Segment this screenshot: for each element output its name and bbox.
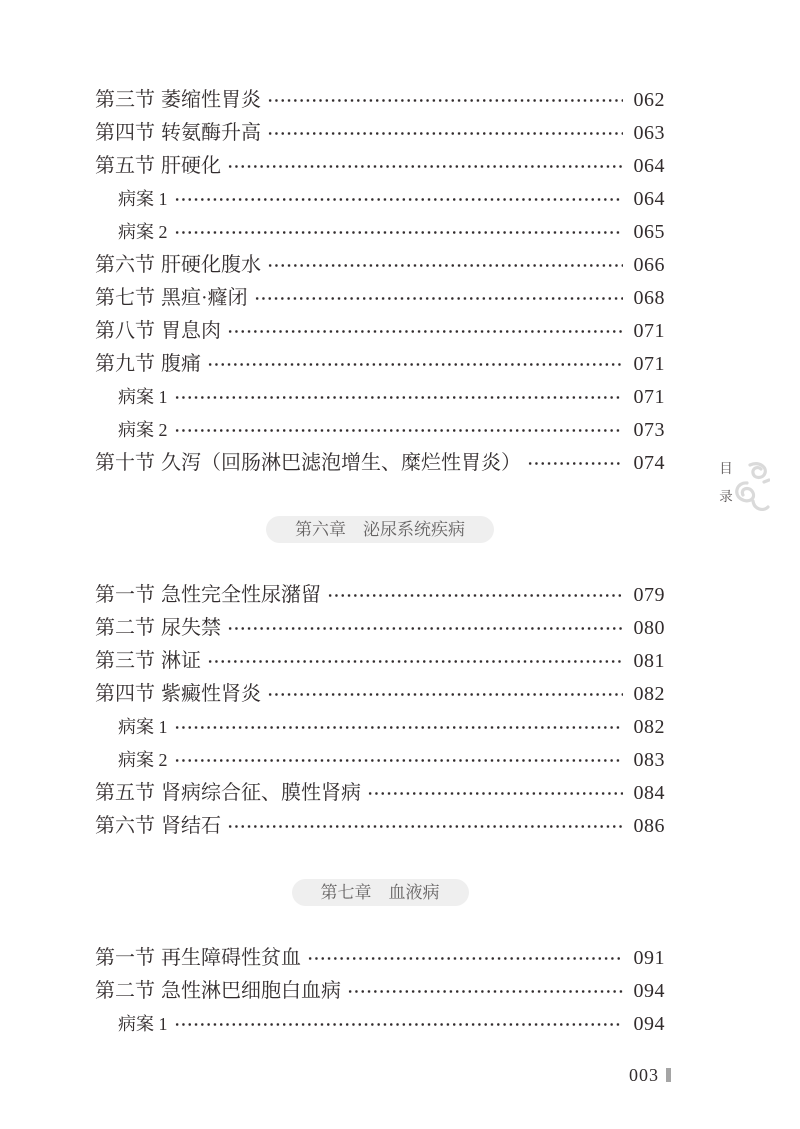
chapter-number: 第七章 <box>320 883 372 902</box>
toc-entry-page: 064 <box>633 188 665 210</box>
toc-entry-title: 尿失禁 <box>161 617 221 639</box>
dot-leader <box>174 196 624 203</box>
toc-entry <box>95 777 665 810</box>
toc-entry <box>95 348 665 381</box>
toc-entry-label: 病案 1 <box>118 387 168 407</box>
toc-entry-label: 第十节 <box>95 452 155 474</box>
toc-entry-page: 081 <box>633 650 665 672</box>
toc-entry-label: 病案 2 <box>118 222 168 242</box>
toc-entry-label: 第九节 <box>95 353 155 375</box>
toc-entry-title: 肾结石 <box>161 815 221 837</box>
toc-entry-group <box>95 579 665 843</box>
toc-entry-label: 病案 2 <box>118 420 168 440</box>
folio-bar <box>666 1068 671 1082</box>
toc-entry-page: 068 <box>633 287 665 309</box>
toc-entry-title: 急性完全性尿潴留 <box>161 584 321 606</box>
chapter-title: 血液病 <box>388 883 440 902</box>
margin-tab <box>716 458 774 518</box>
toc-entry <box>95 744 665 777</box>
toc-entry-title: 肝硬化腹水 <box>161 254 261 276</box>
toc-entry-page: 082 <box>633 683 665 705</box>
toc-entry <box>95 381 665 414</box>
toc-entry-label: 第三节 <box>95 89 155 111</box>
toc-entry-title: 转氨酶升高 <box>161 122 261 144</box>
toc-entry <box>95 942 665 975</box>
dot-leader <box>227 163 623 170</box>
toc-entry-label: 病案 2 <box>118 750 168 770</box>
dot-leader <box>174 724 624 731</box>
toc-entry-label: 第七节 <box>95 287 155 309</box>
toc-entry-group <box>95 84 665 480</box>
toc-entry-title: 胃息肉 <box>161 320 221 342</box>
page-footer <box>629 1066 671 1084</box>
toc-entry-page: 084 <box>633 782 665 804</box>
toc-entry-page: 065 <box>633 221 665 243</box>
dot-leader <box>267 691 623 698</box>
toc-entry-label: 第五节 <box>95 782 155 804</box>
toc-entry <box>95 645 665 678</box>
toc-entry <box>95 711 665 744</box>
toc-entry <box>95 315 665 348</box>
dot-leader <box>527 460 623 467</box>
dot-leader <box>227 625 623 632</box>
dot-leader <box>207 658 623 665</box>
toc-entry-label: 病案 1 <box>118 1014 168 1034</box>
chapter-heading <box>266 516 494 543</box>
toc-entry-page: 063 <box>633 122 665 144</box>
toc-entry <box>95 183 665 216</box>
toc-entry-label: 第五节 <box>95 155 155 177</box>
dot-leader <box>347 988 623 995</box>
toc-entry-label: 病案 1 <box>118 717 168 737</box>
toc-entry-page: 066 <box>633 254 665 276</box>
toc-entry <box>95 579 665 612</box>
toc-entry-title: 萎缩性胃炎 <box>161 89 261 111</box>
toc-entry-page: 083 <box>633 749 665 771</box>
toc-entry-page: 071 <box>633 386 665 408</box>
toc-entry-title: 淋证 <box>161 650 201 672</box>
chapter-heading-wrap <box>95 879 665 906</box>
dot-leader <box>227 823 623 830</box>
toc-entry-title: 腹痛 <box>161 353 201 375</box>
margin-tab-char: 目 <box>719 461 733 476</box>
toc-entry <box>95 810 665 843</box>
toc-entry-title: 黑疸·癃闭 <box>161 287 248 309</box>
toc-entry-title: 肾病综合征、膜性肾病 <box>161 782 361 804</box>
toc-entry-page: 071 <box>633 320 665 342</box>
toc-entry <box>95 414 665 447</box>
toc-entry-title: 急性淋巴细胞白血病 <box>161 980 341 1002</box>
toc-entry <box>95 282 665 315</box>
toc-entry-page: 091 <box>633 947 665 969</box>
toc-entry <box>95 612 665 645</box>
toc-entry-label: 第六节 <box>95 254 155 276</box>
chapter-heading-wrap <box>95 516 665 543</box>
dot-leader <box>267 97 623 104</box>
margin-tab-char: 录 <box>719 489 733 504</box>
chapter-title: 泌尿系统疾病 <box>363 520 465 539</box>
toc-entry <box>95 975 665 1008</box>
toc-entry-label: 第二节 <box>95 980 155 1002</box>
toc-entry <box>95 1008 665 1041</box>
toc-entry-page: 080 <box>633 617 665 639</box>
dot-leader <box>327 592 623 599</box>
chapter-heading <box>292 879 469 906</box>
toc-entry-group <box>95 942 665 1041</box>
toc-entry <box>95 678 665 711</box>
toc-entry-title: 久泻（回肠淋巴滤泡增生、糜烂性胃炎） <box>161 452 521 474</box>
folio-number: 003 <box>629 1065 659 1085</box>
toc-entry <box>95 447 665 480</box>
dot-leader <box>254 295 623 302</box>
toc-entry-page: 086 <box>633 815 665 837</box>
toc-entry-label: 第六节 <box>95 815 155 837</box>
dot-leader <box>267 262 623 269</box>
toc-entry-page: 062 <box>633 89 665 111</box>
dot-leader <box>174 394 624 401</box>
toc-entry <box>95 84 665 117</box>
dot-leader <box>227 328 623 335</box>
toc-entry-label: 病案 1 <box>118 189 168 209</box>
dot-leader <box>207 361 623 368</box>
dot-leader <box>267 130 623 137</box>
toc-entry-label: 第八节 <box>95 320 155 342</box>
toc-entry <box>95 150 665 183</box>
dot-leader <box>174 229 624 236</box>
toc-content <box>95 84 665 1041</box>
toc-entry-page: 082 <box>633 716 665 738</box>
toc-entry-page: 079 <box>633 584 665 606</box>
dot-leader <box>174 757 624 764</box>
toc-entry <box>95 216 665 249</box>
toc-entry-label: 第二节 <box>95 617 155 639</box>
dot-leader <box>174 1021 624 1028</box>
toc-entry-page: 094 <box>633 980 665 1002</box>
toc-entry-title: 肝硬化 <box>161 155 221 177</box>
dot-leader <box>367 790 623 797</box>
toc-entry-label: 第四节 <box>95 683 155 705</box>
toc-entry-page: 094 <box>633 1013 665 1035</box>
cloud-ornament-icon <box>730 460 770 514</box>
toc-entry-title: 紫癜性肾炎 <box>161 683 261 705</box>
toc-entry-label: 第一节 <box>95 584 155 606</box>
chapter-number: 第六章 <box>295 520 346 539</box>
toc-entry <box>95 249 665 282</box>
toc-entry-label: 第四节 <box>95 122 155 144</box>
toc-entry <box>95 117 665 150</box>
toc-entry-title: 再生障碍性贫血 <box>161 947 301 969</box>
toc-entry-page: 071 <box>633 353 665 375</box>
toc-entry-page: 074 <box>633 452 665 474</box>
toc-entry-label: 第三节 <box>95 650 155 672</box>
toc-entry-page: 073 <box>633 419 665 441</box>
dot-leader <box>174 427 624 434</box>
margin-tab-label <box>718 462 734 504</box>
dot-leader <box>307 955 623 962</box>
toc-entry-label: 第一节 <box>95 947 155 969</box>
toc-entry-page: 064 <box>633 155 665 177</box>
